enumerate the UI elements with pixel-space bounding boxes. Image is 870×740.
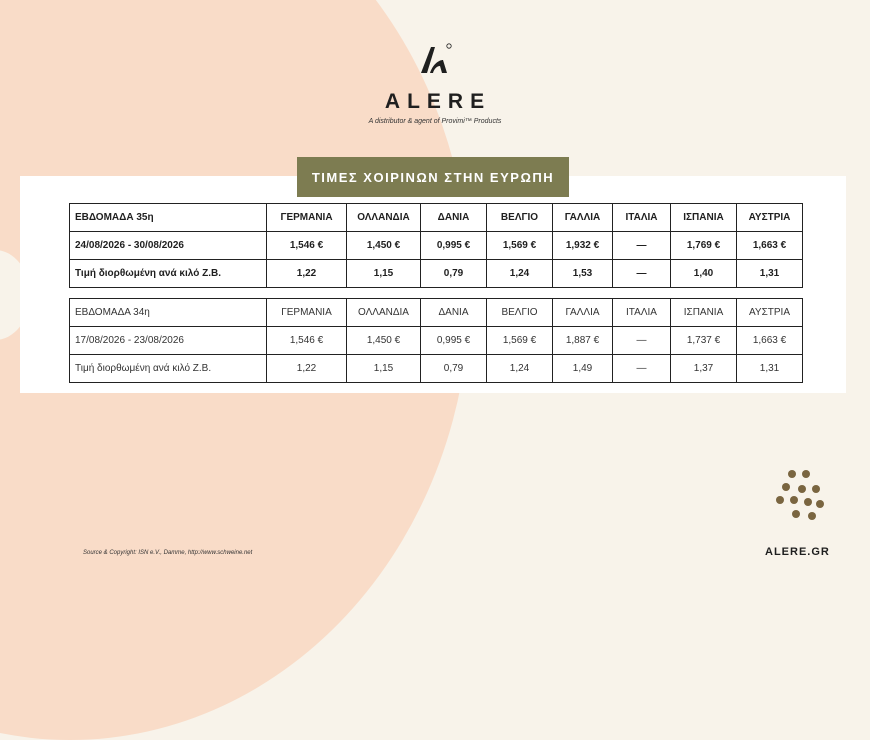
table-cell: 0,995 € xyxy=(421,232,487,260)
table-cell: 1,31 xyxy=(737,355,803,383)
header-cell: ΓΕΡΜΑΝΙΑ xyxy=(267,299,347,327)
table-cell: 1,546 € xyxy=(267,232,347,260)
table-cell: 1,887 € xyxy=(553,327,613,355)
header-cell: ΕΒΔΟΜΑΔΑ 34η xyxy=(70,299,267,327)
dot xyxy=(808,512,816,520)
table-cell: 1,546 € xyxy=(267,327,347,355)
table-cell: 1,24 xyxy=(487,355,553,383)
header-cell: ΟΛΛΑΝΔΙΑ xyxy=(347,204,421,232)
table-cell: 1,15 xyxy=(347,355,421,383)
header-cell: ΓΑΛΛΙΑ xyxy=(553,299,613,327)
header-cell: ΙΤΑΛΙΑ xyxy=(613,204,671,232)
brand-name: ALERE xyxy=(384,90,492,113)
table-cell: 1,49 xyxy=(553,355,613,383)
table-cell: — xyxy=(613,327,671,355)
table-cell: 1,932 € xyxy=(553,232,613,260)
table-cell: — xyxy=(613,355,671,383)
header-cell: ΙΣΠΑΝΙΑ xyxy=(671,299,737,327)
dot xyxy=(804,498,812,506)
table-row xyxy=(70,327,803,355)
dot xyxy=(776,496,784,504)
header-cell: ΕΒΔΟΜΑΔΑ 35η xyxy=(70,204,267,232)
table-cell: 1,37 xyxy=(671,355,737,383)
table-cell: 1,15 xyxy=(347,260,421,288)
header-cell: ΓΕΡΜΑΝΙΑ xyxy=(267,204,347,232)
table-row xyxy=(70,355,803,383)
table-cell: 1,22 xyxy=(267,260,347,288)
header-cell: ΔΑΝΙΑ xyxy=(421,299,487,327)
row-label: 24/08/2026 - 30/08/2026 xyxy=(70,232,267,260)
table-cell: 1,663 € xyxy=(737,327,803,355)
source-note: Source & Copyright: ISN e.V., Damme, http://www.schweine.net xyxy=(83,550,253,556)
dot xyxy=(798,485,806,493)
header-cell: ΑΥΣΤΡΙΑ xyxy=(737,204,803,232)
table-cell: 0,79 xyxy=(421,260,487,288)
website-link[interactable]: ALERE.GR xyxy=(765,546,830,558)
header-cell: ΙΤΑΛΙΑ xyxy=(613,299,671,327)
page-title: ΤΙΜΕΣ ΧΟΙΡΙΝΩΝ ΣΤΗΝ ΕΥΡΩΠΗ xyxy=(297,157,569,197)
dot xyxy=(816,500,824,508)
week34-table xyxy=(69,298,803,383)
table-cell: 1,569 € xyxy=(487,327,553,355)
header-cell: ΔΑΝΙΑ xyxy=(421,204,487,232)
header-cell: ΟΛΛΑΝΔΙΑ xyxy=(347,299,421,327)
row-label: 17/08/2026 - 23/08/2026 xyxy=(70,327,267,355)
table-cell: 1,40 xyxy=(671,260,737,288)
table-row xyxy=(70,232,803,260)
table-cell: 1,450 € xyxy=(347,232,421,260)
table-cell: 1,53 xyxy=(553,260,613,288)
table-header-row xyxy=(70,204,803,232)
table-cell: — xyxy=(613,260,671,288)
table-cell: 1,737 € xyxy=(671,327,737,355)
header-cell: ΓΑΛΛΙΑ xyxy=(553,204,613,232)
table-cell: 1,24 xyxy=(487,260,553,288)
dot xyxy=(802,470,810,478)
table-cell: 0,995 € xyxy=(421,327,487,355)
brand-logo xyxy=(0,42,870,125)
table-cell: 1,663 € xyxy=(737,232,803,260)
header-cell: ΒΕΛΓΙΟ xyxy=(487,204,553,232)
dot xyxy=(788,470,796,478)
dot xyxy=(790,496,798,504)
table-cell: 1,769 € xyxy=(671,232,737,260)
dots-pattern-icon xyxy=(772,466,832,526)
table-cell: 1,450 € xyxy=(347,327,421,355)
table-header-row xyxy=(70,299,803,327)
table-cell: — xyxy=(613,232,671,260)
table-cell: 1,569 € xyxy=(487,232,553,260)
table-cell: 1,22 xyxy=(267,355,347,383)
dot xyxy=(792,510,800,518)
dot xyxy=(812,485,820,493)
table-row xyxy=(70,260,803,288)
header-cell: ΙΣΠΑΝΙΑ xyxy=(671,204,737,232)
alere-logo-icon xyxy=(417,42,453,76)
row-label: Τιμή διορθωμένη ανά κιλό Ζ.Β. xyxy=(70,355,267,383)
dot xyxy=(782,483,790,491)
week35-table xyxy=(69,203,803,288)
table-cell: 1,31 xyxy=(737,260,803,288)
header-cell: ΑΥΣΤΡΙΑ xyxy=(737,299,803,327)
row-label: Τιμή διορθωμένη ανά κιλό Ζ.Β. xyxy=(70,260,267,288)
table-cell: 0,79 xyxy=(421,355,487,383)
header-cell: ΒΕΛΓΙΟ xyxy=(487,299,553,327)
brand-tagline: A distributor & agent of Provimi™ Products xyxy=(368,118,502,125)
